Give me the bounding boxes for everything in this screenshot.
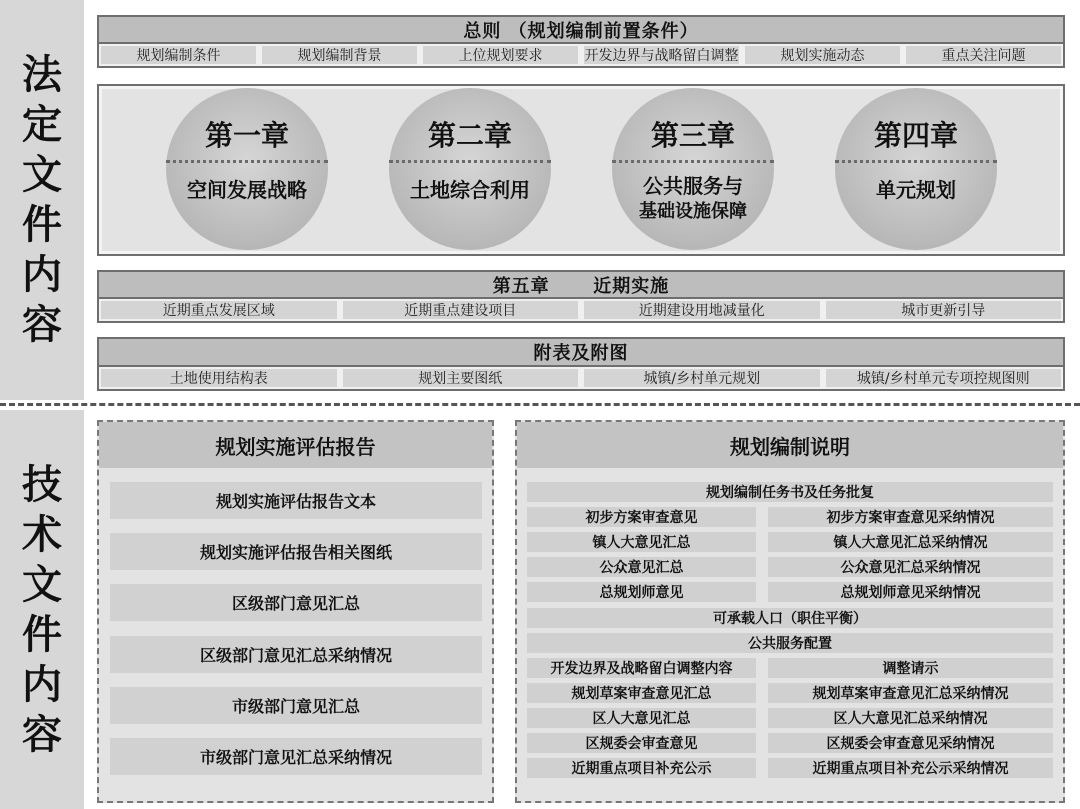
general-provisions-title: 总则 （规划编制前置条件） [97,15,1065,44]
appendix-item: 规划主要图纸 [343,369,579,387]
chapter-2-circle [389,88,551,250]
chapter-3-circle [612,88,774,250]
technical-sidebar-char: 术 [22,511,62,558]
chapter-5-items [97,299,1065,323]
chapter-name: 公共服务与 基础设施保障 [639,174,747,222]
technical-sidebar [0,410,84,809]
compilation-notes-cell: 区人大意见汇总 [527,708,756,728]
technical-sidebar-char: 内 [22,661,62,708]
compilation-notes-cell: 近期重点项目补充公示采纳情况 [768,758,1053,778]
chapter-5-item: 城市更新引导 [826,301,1062,319]
chapter-number: 第三章 [650,119,735,152]
general-item: 开发边界与战略留白调整 [584,48,739,64]
compilation-notes-cell: 总规划师意见采纳情况 [768,582,1053,602]
evaluation-report-item: 市级部门意见汇总 [110,687,482,724]
chapter-number: 第四章 [873,119,958,152]
compilation-notes-cell: 镇人大意见汇总 [527,532,756,552]
chapter-divider [166,160,328,163]
legal-sidebar-char: 内 [22,252,62,298]
compilation-notes-cell: 公众意见汇总采纳情况 [768,557,1053,577]
chapter-name: 单元规划 [876,178,956,202]
chapter-divider [835,160,997,163]
general-item: 重点关注问题 [906,46,1061,64]
chapter-5-item: 近期建设用地减量化 [584,301,820,319]
appendix-item: 城镇/乡村单元规划 [584,369,820,387]
chapter-4-circle [835,88,997,250]
technical-sidebar-char: 容 [22,711,62,758]
legal-sidebar-char: 定 [22,102,62,148]
general-item: 规划编制条件 [101,46,256,64]
compilation-notes-cell: 初步方案审查意见采纳情况 [768,507,1053,527]
compilation-notes-cell: 规划草案审查意见汇总 [527,683,756,703]
evaluation-report-item: 规划实施评估报告文本 [110,482,482,519]
chapter-name: 土地综合利用 [410,178,530,202]
legal-sidebar-char: 容 [22,302,62,348]
technical-sidebar-char: 文 [22,561,62,608]
appendix-items [97,367,1065,391]
chapter-5-title: 第五章 近期实施 [97,270,1065,299]
appendix-title: 附表及附图 [97,337,1065,367]
chapter-number: 第二章 [427,119,512,152]
chapter-divider [389,160,551,163]
general-item: 规划实施动态 [745,46,900,64]
compilation-notes-cell: 开发边界及战略留白调整内容 [527,658,756,678]
evaluation-report-item: 区级部门意见汇总采纳情况 [110,636,482,673]
compilation-notes-cell: 可承载人口（职住平衡） [527,608,1053,628]
evaluation-report-item: 市级部门意见汇总采纳情况 [110,738,482,775]
compilation-notes-cell: 近期重点项目补充公示 [527,758,756,778]
legal-sidebar-char: 件 [22,202,62,248]
compilation-notes-cell: 区人大意见汇总采纳情况 [768,708,1053,728]
compilation-notes-cell: 总规划师意见 [527,582,756,602]
general-provisions-items [97,44,1065,68]
evaluation-report-item: 规划实施评估报告相关图纸 [110,533,482,570]
chapter-5-item: 近期重点发展区域 [101,301,337,319]
compilation-notes-cell: 规划编制任务书及任务批复 [527,482,1053,502]
compilation-notes-cell: 公共服务配置 [527,633,1053,653]
general-item: 上位规划要求 [423,46,578,64]
compilation-notes-cell: 规划草案审查意见汇总采纳情况 [768,683,1053,703]
evaluation-report-item: 区级部门意见汇总 [110,584,482,621]
compilation-notes-cell: 镇人大意见汇总采纳情况 [768,532,1053,552]
compilation-notes-cell: 公众意见汇总 [527,557,756,577]
compilation-notes-cell: 区规委会审查意见采纳情况 [768,733,1053,753]
evaluation-report-title: 规划实施评估报告 [99,422,492,468]
appendix-item: 城镇/乡村单元专项控规图则 [826,369,1062,387]
technical-sidebar-char: 件 [22,611,62,658]
legal-sidebar-char: 文 [22,152,62,198]
compilation-notes-title: 规划编制说明 [517,422,1063,468]
chapter-number: 第一章 [204,119,289,152]
compilation-notes-cell: 调整请示 [768,658,1053,678]
legal-sidebar [0,0,84,400]
compilation-notes-cell: 区规委会审查意见 [527,733,756,753]
technical-sidebar-char: 技 [22,461,62,508]
chapter-divider [612,160,774,163]
chapter-5-item: 近期重点建设项目 [343,301,579,319]
general-item: 规划编制背景 [262,46,417,64]
compilation-notes-cell: 初步方案审查意见 [527,507,756,527]
chapter-name: 空间发展战略 [187,178,307,202]
appendix-item: 土地使用结构表 [101,369,337,387]
legal-sidebar-char: 法 [22,52,62,98]
chapter-1-circle [166,88,328,250]
section-separator [0,403,1080,406]
